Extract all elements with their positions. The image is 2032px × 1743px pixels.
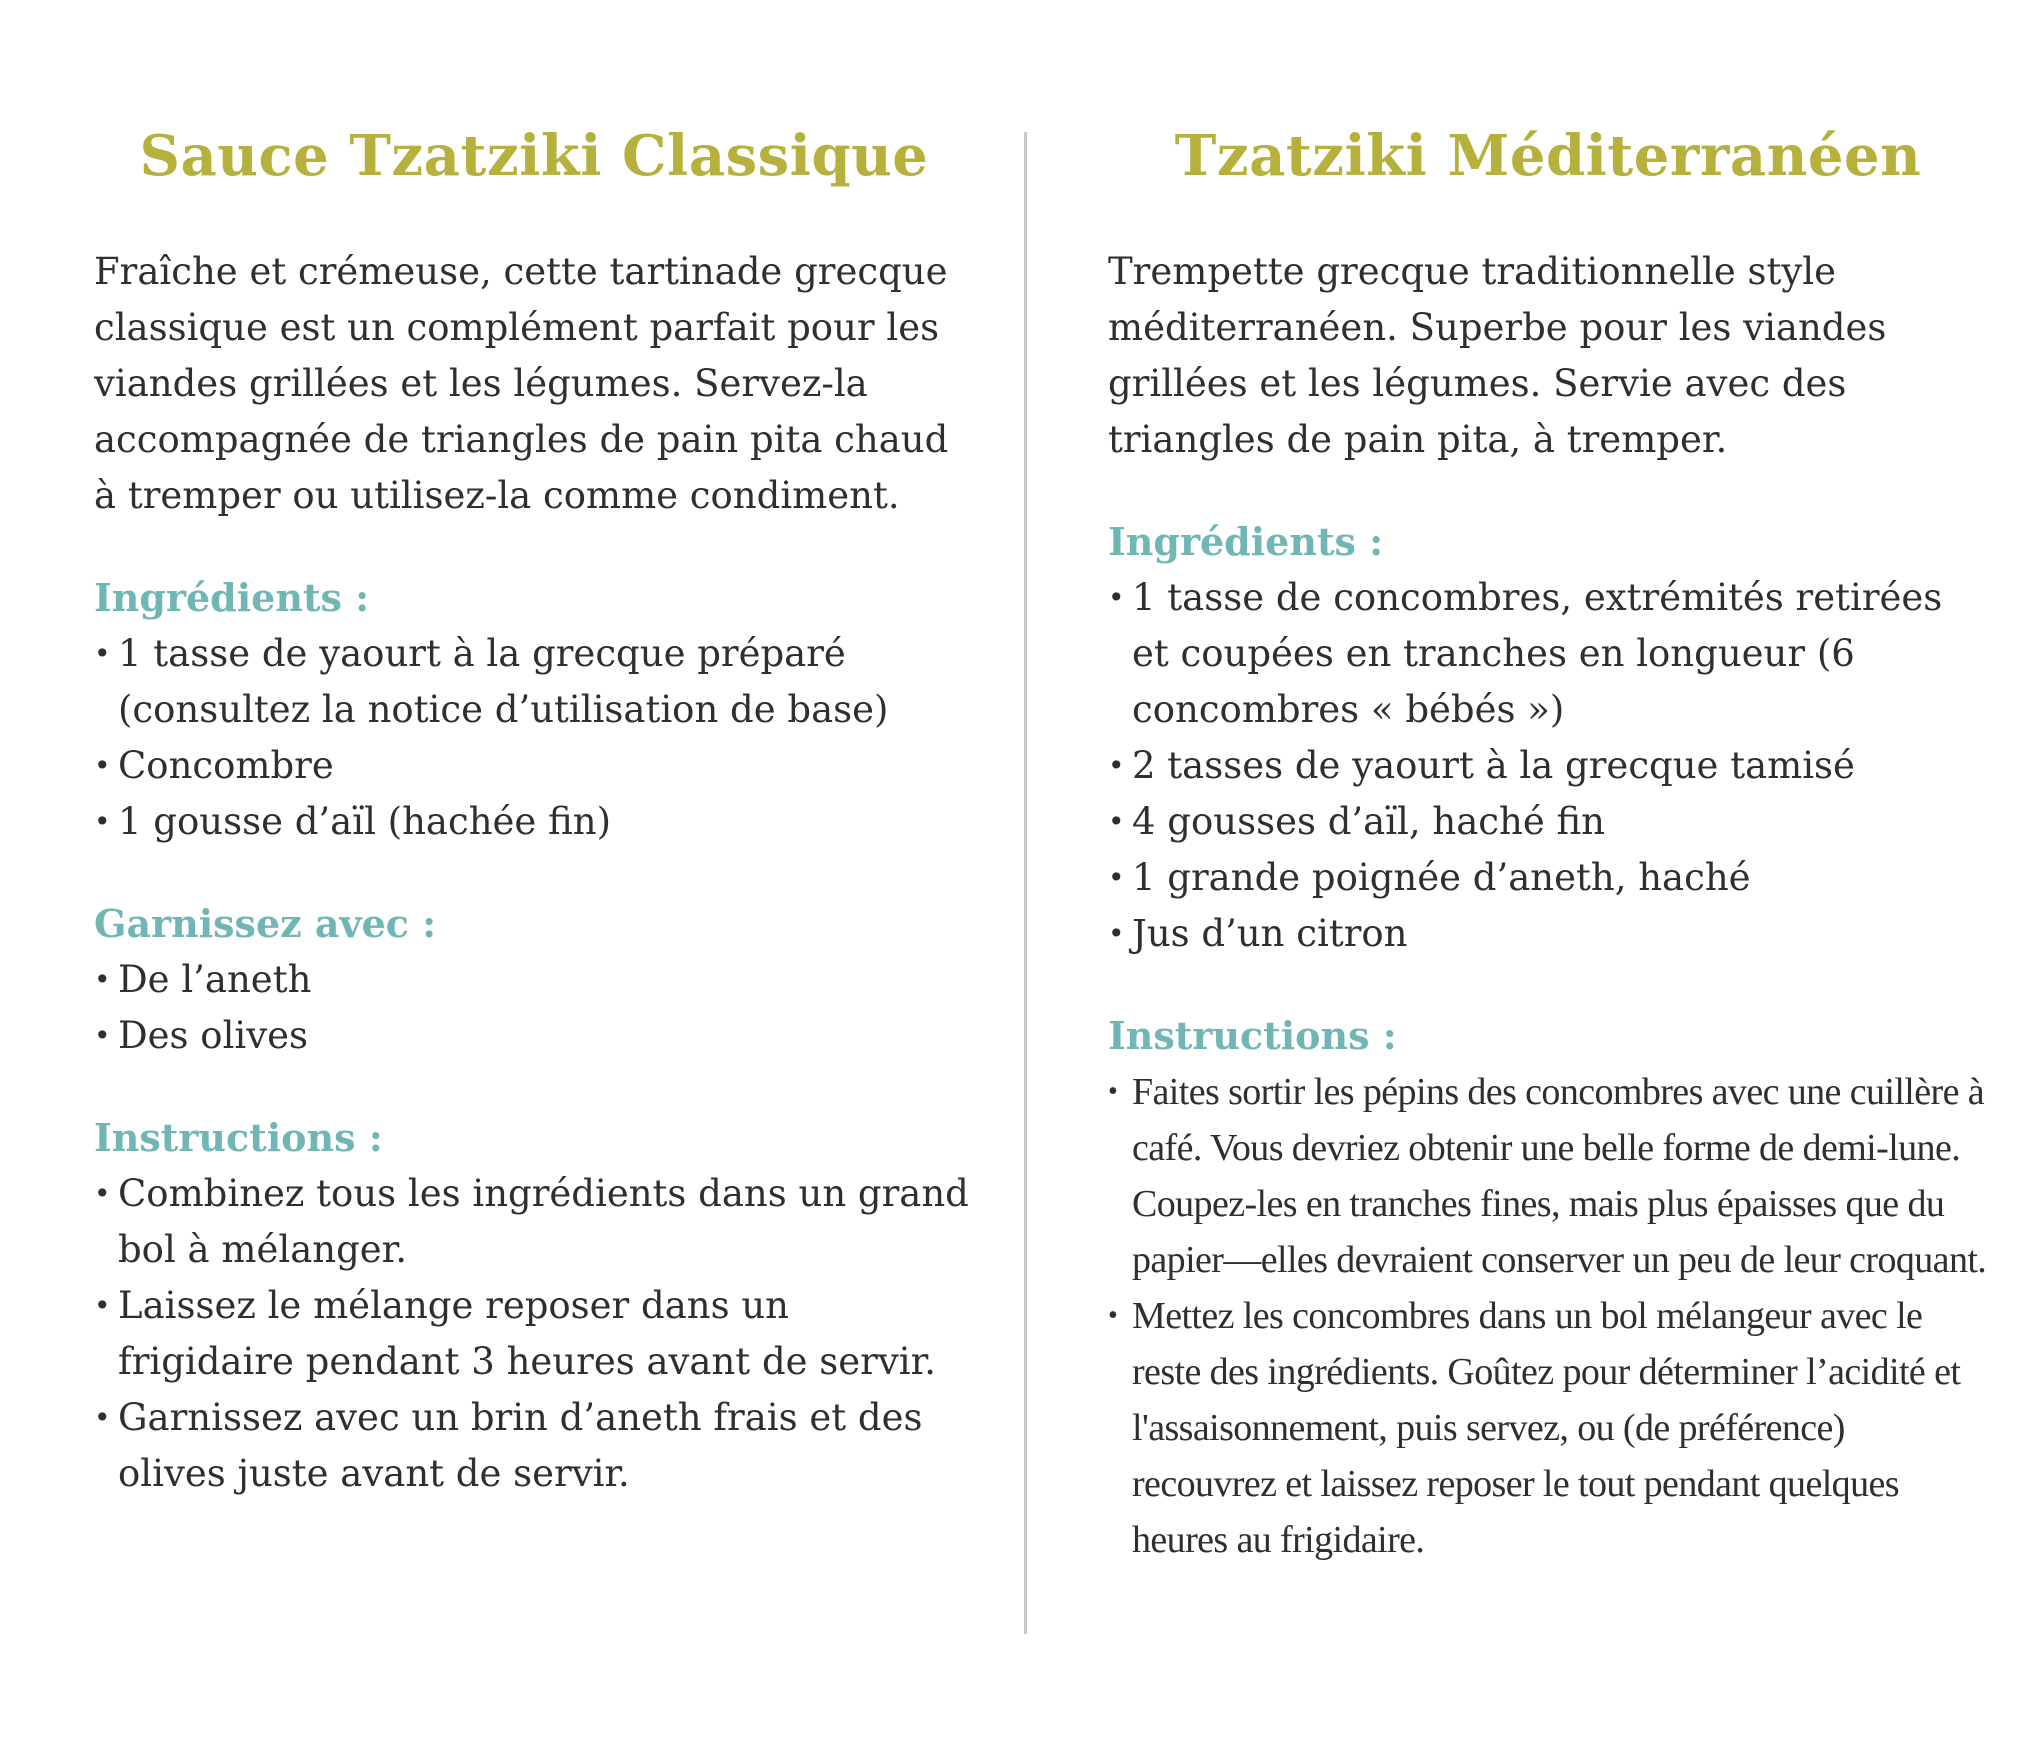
garnish-heading: Garnissez avec : (94, 901, 437, 946)
list-item: • 1 gousse d’aïl (hachée fin) (94, 794, 974, 850)
list-item: • 1 tasse de yaourt à la grecque préparé (consultez la notice d’utilisation de base) (94, 626, 974, 738)
recipe-intro: Fraîche et crémeuse, cette tartinade grecque classique est un complément parfait pour les viandes grillées et les légumes. Servez-la accompagnée de triangles de pain pita chaud à tremper ou utilisez-la comme condiment. (94, 250, 949, 517)
ingredients-list (1108, 570, 1988, 962)
recipe-mediterraneen (1108, 118, 1988, 1614)
recipe-classique (94, 118, 974, 1548)
column-divider (1024, 132, 1027, 1634)
ingredients-heading: Ingrédients : (1108, 519, 1384, 564)
list-item: • De l’aneth (94, 952, 974, 1008)
recipe-title: Tzatziki Méditerranéen (1174, 123, 1922, 189)
list-item: • Laissez le mélange reposer dans un frigidaire pendant 3 heures avant de servir. (94, 1278, 974, 1390)
list-item: • Garnissez avec un brin d’aneth frais et des olives juste avant de servir. (94, 1390, 974, 1502)
instructions-heading: Instructions : (94, 1115, 383, 1160)
list-item: • 2 tasses de yaourt à la grecque tamisé (1108, 738, 1988, 794)
garnish-list (94, 952, 974, 1064)
ingredients-heading: Ingrédients : (94, 575, 370, 620)
list-item: • Faites sortir les pépins des concombres avec une cuillère à café. Vous devriez obtenir une belle forme de demi-lune. Coupez-les en tranches fines, mais plus épaisses que du papier—elles devraient conserver un peu de leur croquant. (1108, 1064, 1988, 1288)
list-item: • Combinez tous les ingrédients dans un grand bol à mélanger. (94, 1166, 974, 1278)
instructions-list (1108, 1064, 1988, 1568)
list-item: • Mettez les concombres dans un bol mélangeur avec le reste des ingrédients. Goûtez pour déterminer l’acidité et l'assaisonnement, puis servez, ou (de préférence) recouvrez et laissez reposer le tout pendant quelques heures au frigidaire. (1108, 1288, 1988, 1568)
list-item: • Jus d’un citron (1108, 906, 1988, 962)
list-item: • Concombre (94, 738, 974, 794)
list-item: • 1 tasse de concombres, extrémités retirées et coupées en tranches en longueur (6 concombres « bébés ») (1108, 570, 1988, 738)
recipe-title: Sauce Tzatziki Classique (139, 123, 929, 189)
recipe-intro: Trempette grecque traditionnelle style méditerranéen. Superbe pour les viandes grillées et les légumes. Servie avec des triangles de pain pita, à tremper. (1108, 250, 1887, 461)
instructions-list (94, 1166, 974, 1502)
list-item: • Des olives (94, 1008, 974, 1064)
list-item: • 1 grande poignée d’aneth, haché (1108, 850, 1988, 906)
list-item: • 4 gousses d’aïl, haché fin (1108, 794, 1988, 850)
instructions-heading: Instructions : (1108, 1013, 1397, 1058)
ingredients-list (94, 626, 974, 850)
